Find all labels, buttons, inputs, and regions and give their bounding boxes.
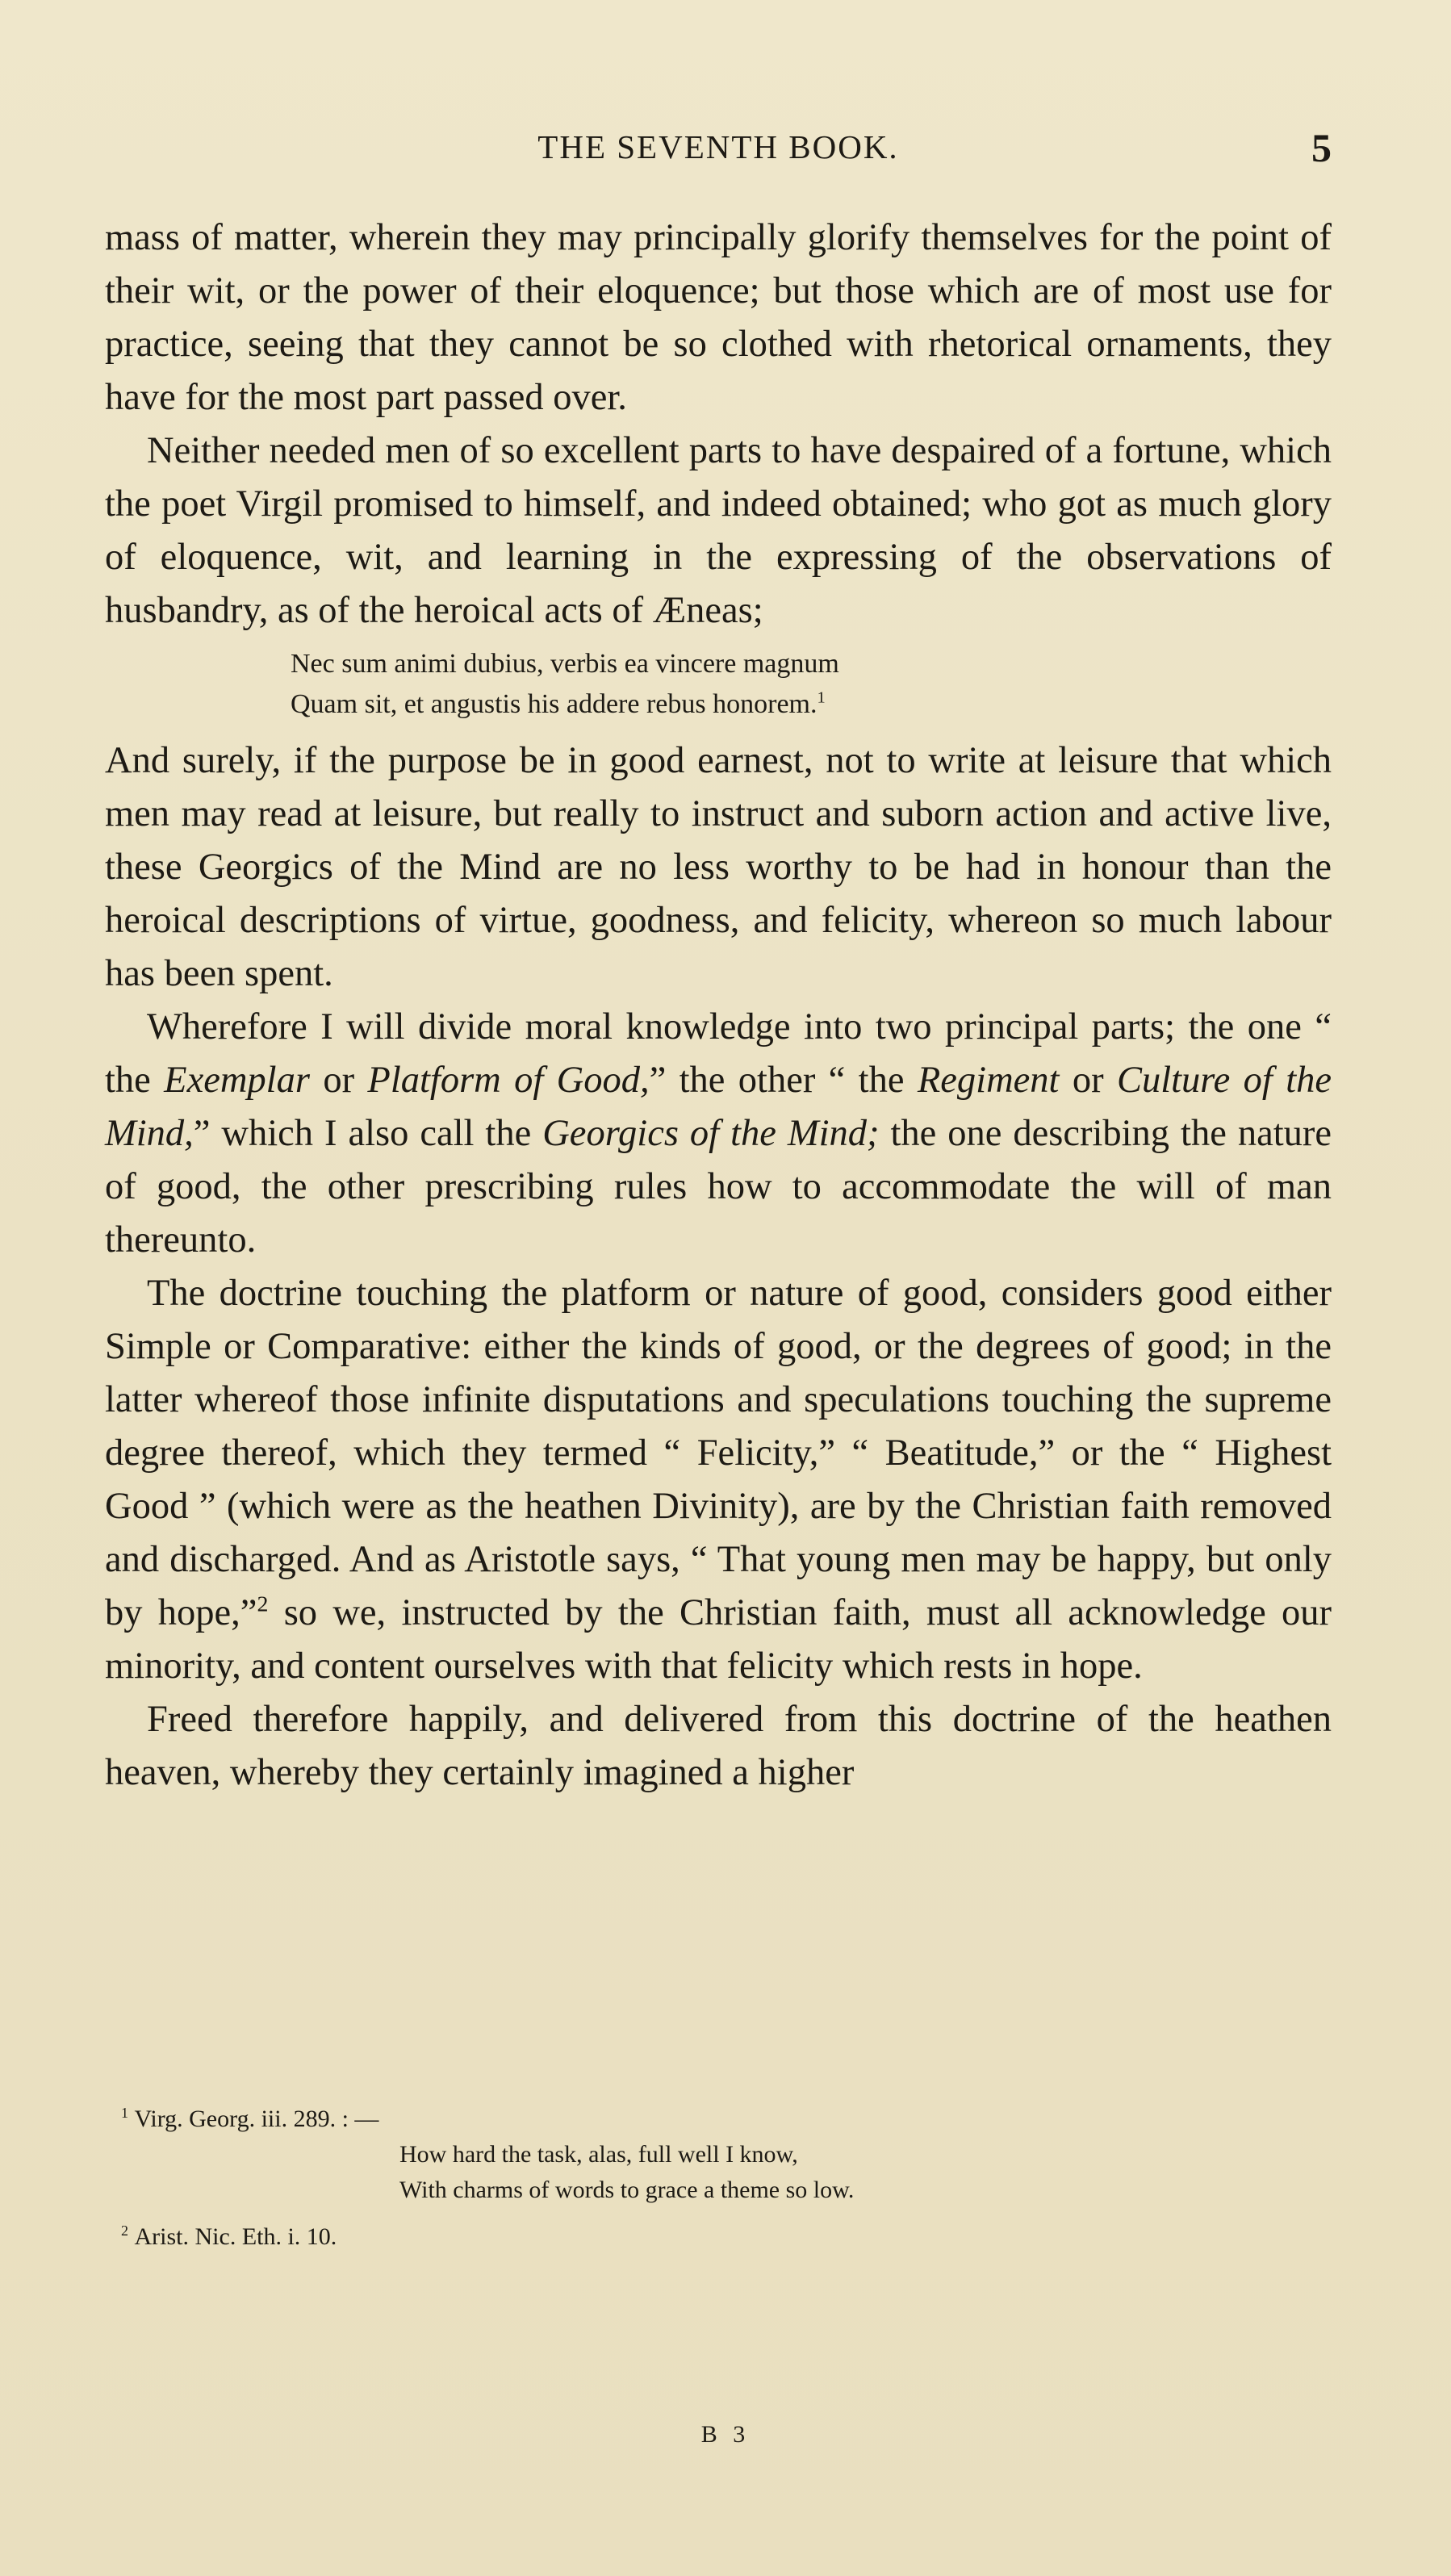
- footnotes: [121, 2101, 1291, 2255]
- paragraph-4: [105, 1001, 1332, 1267]
- signature-mark: B 3: [700, 2421, 751, 2448]
- paragraph-3: And surely, if the purpose be in good earnest, not to write at leisure that which men may read at leisure, but really to instruct and suborn action and active live, these Georgics of the Mind are no less worthy to be had in honour than the heroical descriptions of virtue, goodness, and felicity, whereon so much labour has been spent.: [105, 740, 1332, 994]
- paragraph-5: [105, 1267, 1332, 1693]
- footnote-1-translation-line-2: With charms of words to grace a theme so low.: [399, 2177, 855, 2203]
- quote-line-2-text: Quam sit, et angustis his addere rebus honorem.: [291, 689, 817, 719]
- running-header: [105, 125, 1332, 176]
- p4-italic-georgics: Georgics of the Mind;: [542, 1113, 880, 1154]
- p4-text-i: ” which I also call the: [193, 1113, 543, 1154]
- footnote-2-mark: 2: [121, 2223, 128, 2239]
- footnote-2: [121, 2219, 1291, 2255]
- p4-text-e: ” the other “ the: [649, 1060, 918, 1101]
- paragraph-2: Neither needed men of so excellent parts to have despaired of a fortune, which the poet Virgil promised to himself, and indeed obtained; who got as much glory of eloquence, wit, and learning in the expressing of the observations of husbandry, as of the heroical acts of Æneas;: [105, 430, 1332, 631]
- footnote-ref-2: 2: [257, 1591, 269, 1617]
- p5-text-b: so we, instructed by the Christian faith, must all acknowledge our minority, and content ourselves with that felicity which rests in hope.: [105, 1592, 1332, 1687]
- quote-line-1: Nec sum animi dubius, verbis ea vincere magnum: [291, 649, 839, 679]
- footnote-1-mark: 1: [121, 2105, 128, 2121]
- p4-text-g: or: [1059, 1060, 1117, 1101]
- p4-italic-culture: Culture of the Mind,: [105, 1060, 1332, 1154]
- footnote-1-translation-line-1: How hard the task, alas, full well I know,: [399, 2141, 798, 2168]
- p4-italic-platform: Platform of Good,: [367, 1060, 650, 1101]
- p4-italic-regiment: Regiment: [917, 1060, 1060, 1101]
- p4-text-k: the one describing the nature of good, the other prescribing rules how to accommodate the will of man thereunto.: [105, 1113, 1332, 1261]
- footnote-1: [121, 2101, 1291, 2137]
- p4-text-a: Wherefore I will divide moral knowledge into two principal parts; the one “ the: [105, 1006, 1332, 1101]
- footnote-2-reference: Arist. Nic. Eth. i. 10.: [134, 2223, 337, 2250]
- running-title: THE SEVENTH BOOK.: [537, 128, 899, 165]
- footnote-ref-1: 1: [817, 688, 826, 707]
- main-text: [105, 211, 1332, 1800]
- quote-line-2: [291, 684, 1332, 725]
- latin-quotation: [105, 644, 1332, 725]
- p5-text-a: The doctrine touching the platform or nature of good, considers good either Simple or Comparative: either the kinds of good, or the degrees of good; in the latter whereof those infinite disputations and speculations touching the supreme degree thereof, which they termed “ Felicity,” “ Beatitude,” or the “ Highest Good ” (which were as the heathen Divinity), are by the Christian faith removed and discharged. And as Aristotle says, “ That young men may be happy, but only by hope,”: [105, 1273, 1332, 1633]
- p4-text-c: or: [309, 1060, 368, 1101]
- footnote-1-reference: Virg. Georg. iii. 289. : —: [134, 2106, 379, 2132]
- paragraph-1: mass of matter, wherein they may principally glorify themselves for the point of their wit, or the power of their eloquence; but those which are of most use for practice, seeing that they cannot be so clothed with rhetorical ornaments, they have for the most part passed over.: [105, 217, 1332, 418]
- paragraph-6: Freed therefore happily, and delivered from this doctrine of the heathen heaven, whereby they certainly imagined a higher: [105, 1699, 1332, 1793]
- page-number: 5: [1311, 125, 1332, 170]
- p4-italic-exemplar: Exemplar: [164, 1060, 310, 1101]
